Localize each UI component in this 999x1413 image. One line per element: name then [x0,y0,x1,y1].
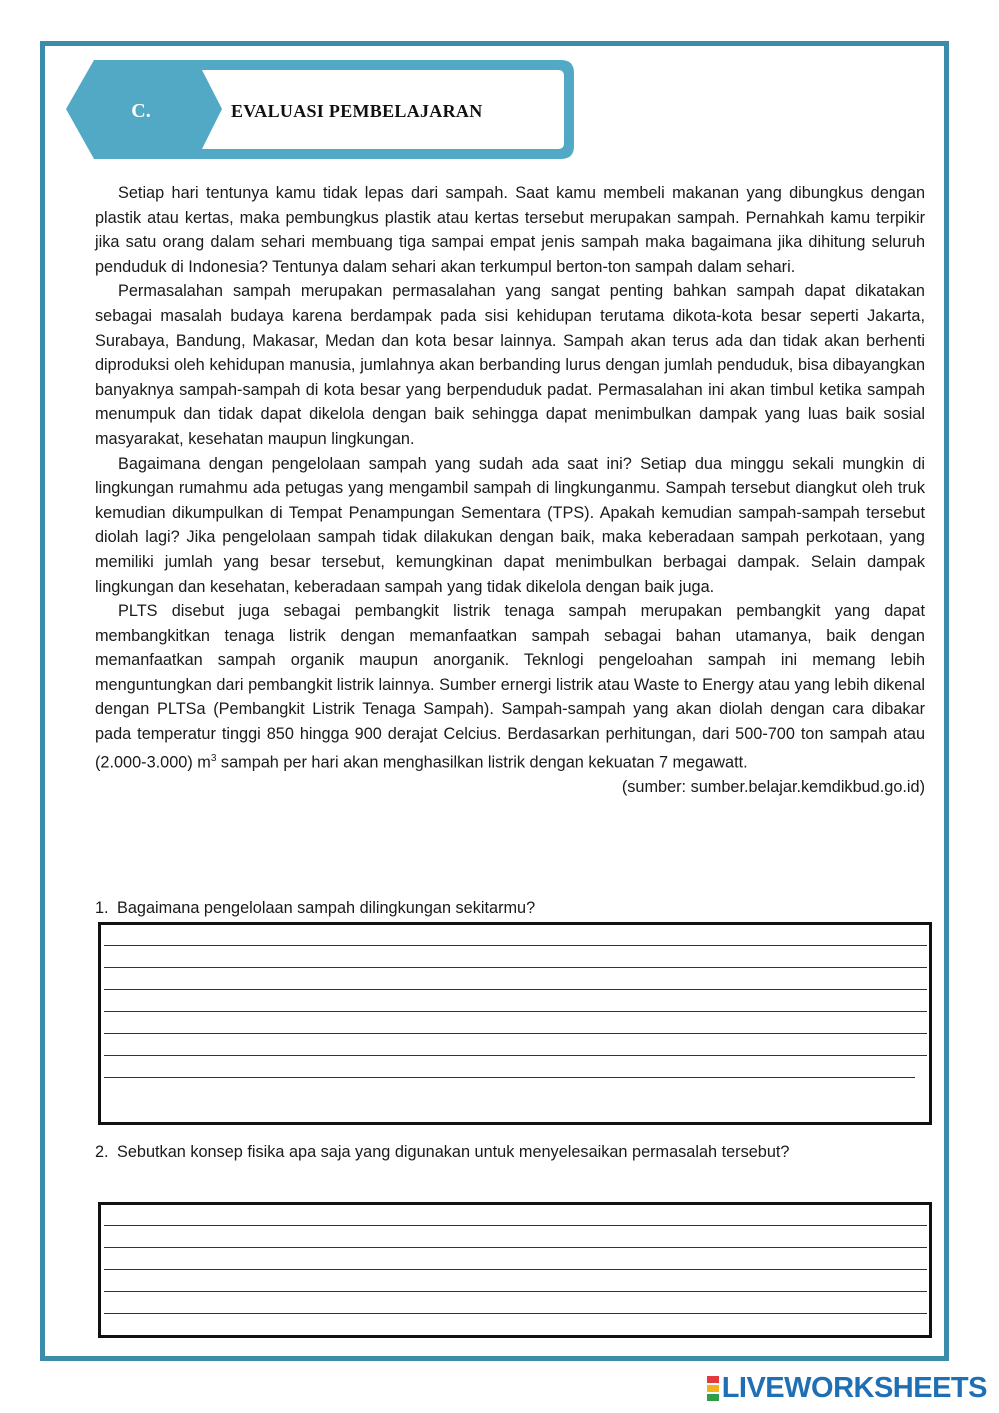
answer-line [104,1313,927,1314]
source-citation: (sumber: sumber.belajar.kemdikbud.go.id) [621,777,925,796]
answer-line [104,945,927,946]
liveworksheets-branding[interactable] [707,1371,987,1405]
question-text: Sebutkan konsep fisika apa saja yang digunakan untuk menyelesaikan permasalah tersebut? [117,1143,790,1161]
section-letter: C. [131,100,151,122]
question-2 [95,1141,925,1163]
answer-line [104,1247,927,1248]
paragraph: Permasalahan sampah merupakan permasalahan yang sangat penting bahkan sampah dapat dikatakan sebagai masalah budaya karena berdampak pada sisi kehidupan terutama dikota-kota besar seperti Jakarta, Surabaya, Bandung, Makasar, Medan dan kota besar lainnya. Sampah akan terus ada dan tidak akan berhenti diproduksi oleh kehidupan manusia, jumlahnya akan berbanding lurus dengan jumlah penduduk, bisa dibayangkan banyaknya sampah-sampah di kota besar yang berpenduduk padat. Permasalahan ini akan timbul ketika sampah menumpuk dan tidak dapat dikelola dengan baik sehingga dapat menimbulkan dampak yang luas baik sosial masyarakat, kesehatan maupun lingkungan. [95,282,925,448]
answer-line [104,967,927,968]
liveworksheets-logo-icon [707,1375,719,1402]
answer-line [104,989,927,990]
paragraph-text: sampah per hari akan menghasilkan listrik dengan kekuatan 7 megawatt. [216,753,748,772]
reading-passage [95,181,925,799]
question-number: 1. [95,899,109,917]
answer-line [104,1291,927,1292]
question-1 [95,897,925,919]
answer-line [104,1269,927,1270]
answer-line [104,1055,927,1056]
question-number: 2. [95,1143,109,1161]
answer-line [104,1033,927,1034]
answer-line [104,1077,915,1078]
cubic-superscript: 3 [210,752,217,764]
brand-name: LIVEWORKSHEETS [721,1371,987,1404]
paragraph: Setiap hari tentunya kamu tidak lepas dari sampah. Saat kamu membeli makanan yang dibungkus dengan plastik atau kertas, maka pembungkus plastik atau kertas tersebut merupakan sampah. Pernahkah kamu terpikir jika satu orang dalam sehari membuang tiga sampai empat jenis sampah maka bagaimana jika dihitung seluruh penduduk di Indonesia? Tentunya dalam sehari akan terkumpul berton-ton sampah dalam sehari. [95,184,925,276]
answer-box-2[interactable] [98,1202,932,1338]
answer-line [104,1011,927,1012]
answer-box-1[interactable] [98,922,932,1125]
question-text: Bagaimana pengelolaan sampah dilingkungan sekitarmu? [117,899,536,917]
paragraph: Bagaimana dengan pengelolaan sampah yang sudah ada saat ini? Setiap dua minggu sekali mungkin di lingkungan rumahmu ada petugas yang mengambil sampah di lingkunganmu. Sampah tersebut diangkut oleh truk kemudian dikumpulkan di Tempat Penampungan Sementara (TPS). Apakah kemudian sampah-sampah tersebut diolah lagi? Jika pengelolaan sampah tidak dilakukan dengan baik, maka keberadaan sampah perkotaan, yang memiliki jumlah yang besar tersebut, kemungkinan dapat menimbulkan berbagai dampak. Selain dampak lingkungan dan kesehatan, keberadaan sampah yang tidak dikelola dengan baik juga. [95,454,925,596]
paragraph-text: PLTS disebut juga sebagai pembangkit listrik tenaga sampah merupakan pembangkit yang dapat membangkitkan tenaga listrik dengan memanfaatkan sampah sebagai bahan utamanya, baik dengan memanfaatkan sampah organik maupun anorganik. Teknlogi pengeloahan sampah ini memang lebih menguntungkan dari pembangkit listrik lainnya. Sumber ernergi listrik atau Waste to Energy atau yang lebih dikenal dengan PLTSa (Pembangkit Listrik Tenaga Sampah). Sampah-sampah yang akan diolah dengan cara dibakar pada temperatur tinggi 850 hingga 900 derajat Celcius. Berdasarkan perhitungan, dari 500-700 ton sampah atau (2.000-3.000) m [95,602,925,772]
section-title: EVALUASI PEMBELAJARAN [231,101,483,121]
paragraph [95,599,925,775]
answer-line [104,1225,927,1226]
